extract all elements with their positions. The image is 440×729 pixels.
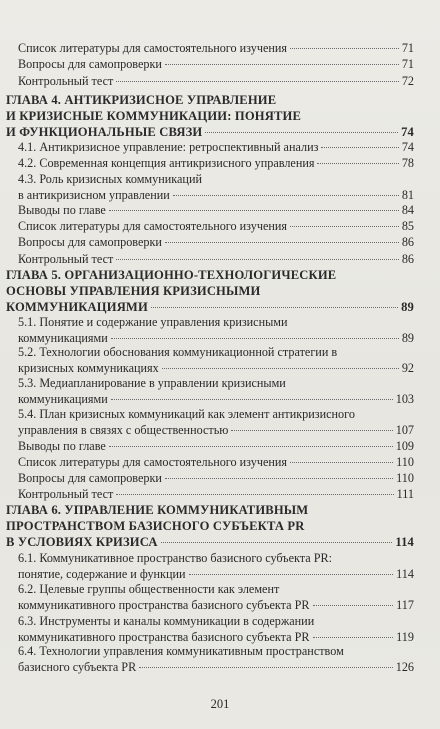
- toc-entry: [18, 344, 414, 376]
- toc-line: [18, 375, 414, 391]
- toc-line: [18, 155, 414, 171]
- toc-entry: [18, 643, 414, 675]
- entry-page-number: 92: [401, 361, 414, 376]
- toc-line: [18, 486, 414, 502]
- toc-line: [18, 251, 414, 267]
- toc-line: [18, 314, 414, 330]
- toc-line: [6, 299, 414, 315]
- entry-page-number: 74: [401, 140, 414, 154]
- entry-title: коммуникациями: [18, 331, 108, 346]
- toc-line: [18, 40, 414, 56]
- dot-leader: [165, 242, 399, 243]
- toc-entry: [18, 470, 414, 486]
- entry-title: Вопросы для самопроверки: [18, 57, 162, 71]
- dot-leader: [231, 430, 392, 431]
- toc-line: [18, 422, 414, 438]
- chapter-title: ГЛАВА 4. АНТИКРИЗИСНОЕ УПРАВЛЕНИЕ: [6, 93, 277, 107]
- entry-page-number: 119: [396, 630, 414, 645]
- entry-page-number: 114: [395, 535, 414, 550]
- toc-entry: [18, 218, 414, 234]
- entry-page-number: 103: [395, 392, 414, 407]
- toc-entry: [18, 171, 414, 203]
- entry-title: Контрольный тест: [18, 74, 114, 88]
- toc-line: [18, 187, 414, 203]
- toc-line: [18, 597, 414, 613]
- dot-leader: [139, 667, 393, 668]
- entry-title: Список литературы для самостоятельного изучения: [18, 41, 288, 55]
- toc-chapter-heading: [6, 267, 414, 316]
- toc-entry: [18, 314, 414, 346]
- entry-title: Список литературы для самостоятельного изучения: [18, 219, 288, 233]
- toc-line: [18, 171, 414, 187]
- dot-leader: [205, 132, 398, 133]
- dot-leader: [162, 368, 399, 369]
- dot-leader: [111, 399, 393, 400]
- entry-title: 5.1. Понятие и содержание управления кризисными: [18, 315, 288, 329]
- toc-entry: [18, 234, 414, 250]
- dot-leader: [321, 147, 398, 148]
- dot-leader: [109, 210, 399, 211]
- entry-page-number: 114: [396, 567, 414, 582]
- toc-line: [18, 391, 414, 407]
- dot-leader: [290, 462, 393, 463]
- entry-title: коммуникативного пространства базисного субъекта PR: [18, 598, 310, 613]
- toc-entry: [18, 202, 414, 218]
- dot-leader: [189, 574, 394, 575]
- toc-chapter-heading: [6, 502, 414, 551]
- toc-entry: [18, 550, 414, 582]
- entry-page-number: 89: [401, 331, 414, 346]
- dot-leader: [109, 446, 393, 447]
- entry-page-number: 107: [395, 423, 414, 438]
- toc-line: [18, 139, 414, 155]
- toc-line: [18, 234, 414, 250]
- toc-entry: [18, 454, 414, 470]
- toc-line: [18, 406, 414, 422]
- toc-line: [18, 470, 414, 486]
- entry-title: Список литературы для самостоятельного изучения: [18, 455, 288, 469]
- entry-title: 5.4. План кризисных коммуникаций как элемент антикризисного: [18, 407, 355, 421]
- toc-line: [18, 566, 414, 582]
- entry-title: Вопросы для самопроверки: [18, 235, 162, 249]
- dot-leader: [173, 195, 399, 196]
- entry-page-number: 72: [401, 74, 414, 88]
- chapter-title: ПРОСТРАНСТВОМ БАЗИСНОГО СУБЪЕКТА PR: [6, 519, 305, 534]
- dot-leader: [111, 338, 399, 339]
- toc-line: [6, 518, 414, 534]
- dot-leader: [313, 605, 394, 606]
- toc-line: [18, 344, 414, 360]
- entry-title: коммуникациями: [18, 392, 108, 407]
- entry-page-number: 78: [401, 156, 414, 170]
- dot-leader: [151, 307, 398, 308]
- entry-title: Вопросы для самопроверки: [18, 471, 162, 485]
- dot-leader: [116, 494, 393, 495]
- entry-title: 6.2. Целевые группы общественности как элемент: [18, 582, 280, 596]
- toc-line: [18, 659, 414, 675]
- toc-entry: [18, 73, 414, 89]
- entry-title: понятие, содержание и функции: [18, 567, 186, 582]
- entry-page-number: 74: [401, 125, 414, 140]
- entry-title: в антикризисном управлении: [18, 188, 170, 203]
- chapter-title: В УСЛОВИЯХ КРИЗИСА: [6, 535, 158, 550]
- toc-entry: [18, 486, 414, 502]
- entry-page-number: 89: [401, 300, 414, 315]
- toc-line: [18, 360, 414, 376]
- entry-title: Контрольный тест: [18, 252, 114, 266]
- entry-page-number: 81: [401, 188, 414, 203]
- entry-title: 4.2. Современная концепция антикризисного управления: [18, 156, 315, 170]
- dot-leader: [116, 259, 398, 260]
- entry-page-number: 110: [396, 455, 414, 469]
- toc-line: [6, 92, 414, 108]
- chapter-title: ОСНОВЫ УПРАВЛЕНИЯ КРИЗИСНЫМИ: [6, 284, 261, 299]
- entry-page-number: 86: [401, 252, 414, 266]
- toc-entry: [18, 438, 414, 454]
- toc-line: [6, 267, 414, 283]
- toc-entry: [18, 613, 414, 645]
- entry-page-number: 85: [401, 219, 414, 233]
- chapter-title: И ФУНКЦИОНАЛЬНЫЕ СВЯЗИ: [6, 125, 203, 140]
- entry-title: 5.2. Технологии обоснования коммуникационной стратегии в: [18, 345, 338, 359]
- entry-title: 4.3. Роль кризисных коммуникаций: [18, 172, 202, 186]
- entry-page-number: 110: [396, 471, 414, 485]
- entry-title: базисного субъекта PR: [18, 660, 137, 675]
- toc-line: [18, 581, 414, 597]
- entry-title: 6.4. Технологии управления коммуникативным пространством: [18, 644, 344, 658]
- entry-page-number: 111: [396, 487, 414, 501]
- toc-entry: [18, 251, 414, 267]
- entry-title: 6.1. Коммуникативное пространство базисного субъекта PR:: [18, 551, 332, 565]
- dot-leader: [290, 226, 399, 227]
- dot-leader: [165, 64, 399, 65]
- toc-line: [18, 202, 414, 218]
- page-number: 201: [210, 697, 230, 711]
- toc-line: [6, 108, 414, 124]
- entry-title: кризисных коммуникациях: [18, 361, 159, 376]
- toc-entry: [18, 56, 414, 72]
- toc-entry: [18, 375, 414, 407]
- toc-entry: [18, 581, 414, 613]
- dot-leader: [290, 48, 399, 49]
- toc-entry: [18, 155, 414, 171]
- entry-title: 4.1. Антикризисное управление: ретроспективный анализ: [18, 140, 319, 154]
- chapter-title: ГЛАВА 5. ОРГАНИЗАЦИОННО-ТЕХНОЛОГИЧЕСКИЕ: [6, 268, 337, 282]
- toc-chapter-heading: [6, 92, 414, 141]
- dot-leader: [313, 637, 394, 638]
- toc-line: [18, 73, 414, 89]
- entry-page-number: 71: [401, 41, 414, 55]
- toc-line: [18, 550, 414, 566]
- entry-page-number: 117: [396, 598, 414, 613]
- entry-page-number: 109: [395, 439, 414, 453]
- entry-title: Выводы по главе: [18, 439, 106, 453]
- toc-entry: [18, 139, 414, 155]
- entry-page-number: 86: [401, 235, 414, 249]
- entry-title: 6.3. Инструменты и каналы коммуникации в содержании: [18, 614, 315, 628]
- toc-line: [18, 643, 414, 659]
- entry-page-number: 126: [395, 660, 414, 675]
- entry-title: 5.3. Медиапланирование в управлении кризисными: [18, 376, 286, 390]
- toc-line: [6, 124, 414, 140]
- dot-leader: [161, 542, 393, 543]
- dot-leader: [116, 81, 398, 82]
- toc-entry: [18, 40, 414, 56]
- entry-title: Контрольный тест: [18, 487, 114, 501]
- toc-line: [6, 502, 414, 518]
- entry-title: управления в связях с общественностью: [18, 423, 229, 438]
- toc-line: [6, 534, 414, 550]
- entry-page-number: 71: [401, 57, 414, 71]
- toc-line: [18, 454, 414, 470]
- dot-leader: [165, 478, 393, 479]
- chapter-title: ГЛАВА 6. УПРАВЛЕНИЕ КОММУНИКАТИВНЫМ: [6, 503, 309, 517]
- entry-title: Выводы по главе: [18, 203, 106, 217]
- dot-leader: [317, 163, 398, 164]
- toc-line: [6, 283, 414, 299]
- toc-line: [18, 438, 414, 454]
- entry-title: коммуникативного пространства базисного субъекта PR: [18, 630, 310, 645]
- chapter-title: КОММУНИКАЦИЯМИ: [6, 300, 148, 315]
- toc-entry: [18, 406, 414, 438]
- entry-page-number: 84: [401, 203, 414, 217]
- toc-line: [18, 218, 414, 234]
- toc-line: [18, 613, 414, 629]
- toc-line: [18, 56, 414, 72]
- chapter-title: И КРИЗИСНЫЕ КОММУНИКАЦИИ: ПОНЯТИЕ: [6, 109, 302, 124]
